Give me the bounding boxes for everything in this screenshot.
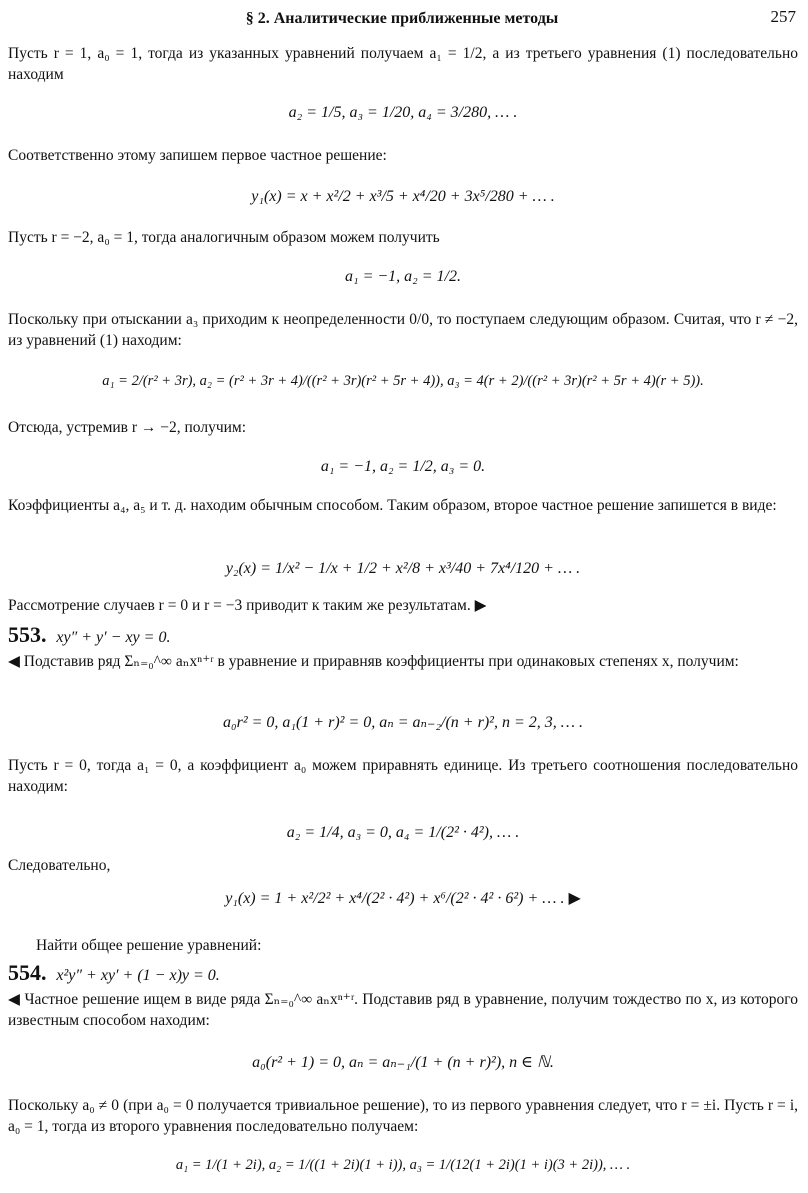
task-heading: Найти общее решение уравнений: [36, 937, 262, 954]
paragraph-first-solution: Соответственно этому запишем первое частное решение: [8, 147, 387, 164]
formula-recurrence-554: a₀(r² + 1) = 0, aₙ = aₙ₋₁/(1 + (n + r)²), n ∈ ℕ. [252, 1054, 554, 1071]
paragraph-r0: Пусть r = 0, тогда a₁ = 0, а коэффициент a₀ можем приравнять единице. Из третьего соотношения последовательно находим: [8, 757, 798, 795]
section-title: § 2. Аналитические приближенные методы [245, 10, 559, 27]
paragraph-indeterminacy: Поскольку при отыскании a₃ приходим к неопределенности 0/0, то поступаем следующим образом. Считая, что r ≠ −2, из уравнений (1) находим: [8, 311, 798, 349]
exercise-554 [8, 958, 798, 988]
formula-a-values-553: a₂ = 1/4, a₃ = 0, a₄ = 1/(2² · 4²), … . [286, 824, 520, 841]
formula-y1-series: y₁(x) = x + x²/2 + x³/5 + x⁴/20 + 3x⁵/280 + … . [251, 188, 555, 205]
page-number: 257 [770, 7, 796, 26]
running-header [8, 6, 796, 30]
formula-recurrence-553: a₀r² = 0, a₁(1 + r)² = 0, aₙ = aₙ₋₂/(n + r)², n = 2, 3, … . [223, 714, 583, 731]
paragraph-therefore: Следовательно, [8, 857, 111, 874]
exercise-equation: x²y″ + xy′ + (1 − x)y = 0. [56, 967, 220, 984]
paragraph-limit: Отсюда, устремив r → −2, получим: [8, 419, 247, 436]
paragraph-cases: Рассмотрение случаев r = 0 и r = −3 приводит к таким же результатам. ▶ [8, 597, 487, 614]
paragraph-r1: Пусть r = 1, a₀ = 1, тогда из указанных уравнений получаем a₁ = 1/2, а из третьего уравнения (1) последовательно находим [8, 45, 798, 83]
exercise-equation: xy″ + y′ − xy = 0. [56, 629, 171, 646]
exercise-number: 553. [8, 622, 47, 647]
paragraph-second-solution: Коэффициенты a₄, a₅ и т. д. находим обычным способом. Таким образом, второе частное решение запишется в виде: [8, 497, 777, 514]
paragraph-r-equals-i: Поскольку a₀ ≠ 0 (при a₀ = 0 получается тривиальное решение), то из первого уравнения следует, что r = ±i. Пусть r = i, a₀ = 1, тогда из второго уравнения последовательно получаем: [8, 1097, 798, 1135]
exercise-553 [8, 620, 798, 650]
exercise-number: 554. [8, 960, 47, 985]
formula-a1-a2: a₁ = −1, a₂ = 1/2. [345, 268, 461, 285]
paragraph-r-minus2: Пусть r = −2, a₀ = 1, тогда аналогичным образом можем получить [8, 229, 440, 246]
formula-y2-series: y₂(x) = 1/x² − 1/x + 1/2 + x²/8 + x³/40 + 7x⁴/120 + … . [225, 560, 581, 577]
formula-general-coefficients: a₁ = 2/(r² + 3r), a₂ = (r² + 3r + 4)/((r² + 3r)(r² + 5r + 4)), a₃ = 4(r + 2)/((r² + 3r)(r² + 5r + 4)(r + 5)). [102, 373, 704, 389]
paragraph-series-substitution: ◀ Подставив ряд Σₙ₌₀^∞ aₙxⁿ⁺ʳ в уравнение и приравняв коэффициенты при одинаковых степенях x, получим: [8, 653, 739, 670]
formula-limit-coefficients: a₁ = −1, a₂ = 1/2, a₃ = 0. [320, 458, 486, 475]
paragraph-partial-solution: ◀ Частное решение ищем в виде ряда Σₙ₌₀^∞ aₙxⁿ⁺ʳ. Подставив ряд в уравнение, получим тождество по x, из которого известным способом находим: [8, 991, 798, 1029]
formula-complex-coefficients: a₁ = 1/(1 + 2i), a₂ = 1/((1 + 2i)(1 + i)), a₃ = 1/(12(1 + 2i)(1 + i)(3 + 2i)), … . [175, 1157, 631, 1173]
formula-a-values-1: a₂ = 1/5, a₃ = 1/20, a₄ = 3/280, … . [288, 104, 518, 121]
formula-y1-553: y₁(x) = 1 + x²/2² + x⁴/(2² · 4²) + x⁶/(2² · 4² · 6²) + … . ▶ [225, 890, 581, 907]
